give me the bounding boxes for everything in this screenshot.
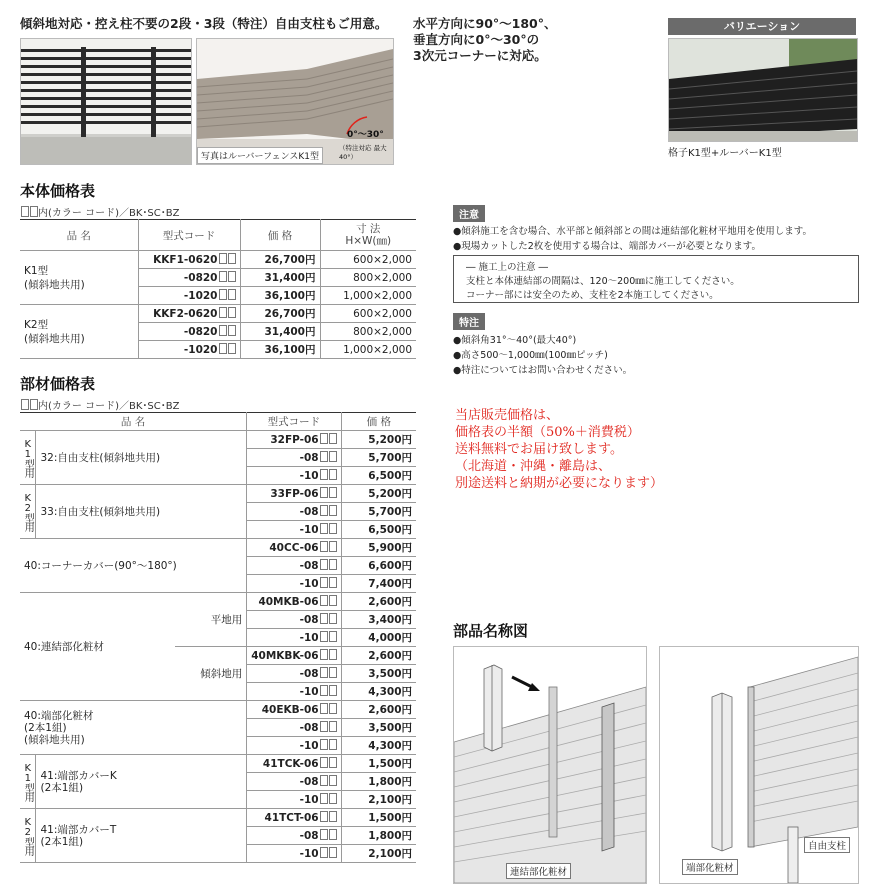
- install-note-line-1: 支柱と本体連結部の間隔は、120〜200㎜に施工してください。: [466, 276, 740, 287]
- group-k2-label: K2型用: [20, 485, 36, 539]
- caution-tag: 注意: [453, 205, 485, 222]
- model-code: -1020: [138, 341, 240, 359]
- model-code: 41TCK-06: [247, 755, 341, 773]
- model-code: -10: [247, 791, 341, 809]
- diagram-end: [659, 646, 859, 884]
- price: 2,600円: [341, 593, 416, 611]
- part-name: [36, 755, 247, 809]
- parts-price-table: [20, 412, 416, 863]
- model-code: -10: [247, 575, 341, 593]
- angle-note: （特注対応 最大40°）: [339, 144, 387, 161]
- price: 31,400円: [240, 323, 320, 341]
- table-row: [20, 431, 416, 449]
- feature-line-3: 3次元コーナーに対応。: [413, 48, 547, 63]
- table-row: [20, 485, 416, 503]
- model-code: -1020: [138, 287, 240, 305]
- price: 3,400円: [341, 611, 416, 629]
- price: 26,700円: [240, 305, 320, 323]
- variation-caption: 格子K1型+ルーバーK1型: [668, 148, 782, 159]
- special-line-3: ●特注についてはお問い合わせください。: [453, 365, 633, 376]
- model-code: -0820: [138, 269, 240, 287]
- product-name-k2: [20, 305, 138, 359]
- product-note: (傾斜地共用): [24, 332, 85, 345]
- color-box-icon: [30, 206, 38, 217]
- main-price-table: [20, 219, 416, 359]
- model-code: -10: [247, 521, 341, 539]
- model-code: -08: [247, 449, 341, 467]
- table-row: [20, 305, 416, 323]
- price: 2,100円: [341, 791, 416, 809]
- model-code: -0820: [138, 323, 240, 341]
- size: 600×2,000: [320, 251, 416, 269]
- model-code: -10: [247, 683, 341, 701]
- model-code: -08: [247, 719, 341, 737]
- header-size: [320, 220, 416, 251]
- price: 5,700円: [341, 503, 416, 521]
- price: 5,700円: [341, 449, 416, 467]
- shop-notice-line-1: 当店販売価格は、: [455, 408, 560, 423]
- variation-photo: [668, 38, 858, 142]
- price: 4,300円: [341, 683, 416, 701]
- size: 1,000×2,000: [320, 287, 416, 305]
- main-table-title: 本体価格表: [20, 182, 96, 200]
- parts-table-title: 部材価格表: [20, 375, 96, 393]
- label-joint-trim: 連結部化粧材: [506, 863, 571, 879]
- price: 1,500円: [341, 755, 416, 773]
- price: 3,500円: [341, 665, 416, 683]
- feature-line-2: 垂直方向に0°〜30°の: [413, 32, 540, 47]
- price: 6,600円: [341, 557, 416, 575]
- special-line-2: ●高さ500〜1,000㎜(100㎜ピッチ): [453, 350, 608, 361]
- price: 26,700円: [240, 251, 320, 269]
- install-note-line-2: コーナー部には安全のため、支柱を2本施工してください。: [466, 290, 719, 301]
- model-code: 33FP-06: [247, 485, 341, 503]
- price: 2,600円: [341, 647, 416, 665]
- table-row: [20, 251, 416, 269]
- table-row: [20, 755, 416, 773]
- part-name-line: (2本1組): [24, 721, 67, 734]
- install-note-box: [453, 255, 859, 303]
- photo-dark-fence: [20, 38, 192, 165]
- header-name: 品 名: [20, 413, 247, 431]
- shop-notice-line-5: 別途送料と納期が必要になります）: [455, 476, 664, 491]
- color-box-icon: [21, 206, 29, 217]
- price: 7,400円: [341, 575, 416, 593]
- variation-image: [669, 39, 857, 141]
- size: 800×2,000: [320, 323, 416, 341]
- part-name-line: (傾斜地共用): [24, 733, 85, 746]
- sub-type-slope: 傾斜地用: [175, 647, 246, 701]
- price: 5,200円: [341, 431, 416, 449]
- model-code: -08: [247, 665, 341, 683]
- model-code: 32FP-06: [247, 431, 341, 449]
- model-code: -10: [247, 629, 341, 647]
- product-name: K2型: [24, 318, 49, 331]
- price: 1,500円: [341, 809, 416, 827]
- table-row: [20, 701, 416, 719]
- model-code: -08: [247, 557, 341, 575]
- price: 1,800円: [341, 827, 416, 845]
- model-code: -10: [247, 737, 341, 755]
- product-name: K1型: [24, 264, 49, 277]
- product-note: (傾斜地共用): [24, 278, 85, 291]
- header-size-unit: H×W(㎜): [345, 235, 392, 247]
- part-name-line: 40:端部化粧材: [24, 709, 94, 722]
- color-box-icon: [21, 399, 29, 410]
- special-order-tag: 特注: [453, 313, 485, 330]
- price: 3,500円: [341, 719, 416, 737]
- price: 36,100円: [240, 287, 320, 305]
- shop-notice-line-4: （北海道・沖縄・離島は、: [455, 459, 612, 474]
- caution-line-1: ●傾斜施工を含む場合、水平部と傾斜部との間は連結部化粧材平地用を使用します。: [453, 226, 813, 237]
- variation-title: バリエーション: [668, 18, 856, 35]
- price: 5,200円: [341, 485, 416, 503]
- table-row: [20, 539, 416, 557]
- model-code: -10: [247, 845, 341, 863]
- product-name-k1: [20, 251, 138, 305]
- model-code: KKF1-0620: [138, 251, 240, 269]
- part-name: 40:コーナーカバー(90°〜180°): [20, 539, 247, 593]
- price: 4,000円: [341, 629, 416, 647]
- diagram-title: 部品名称図: [453, 622, 529, 640]
- group-k1-label: K1型用: [20, 431, 36, 485]
- group-k1-label: K1型用: [20, 755, 36, 809]
- price: 36,100円: [240, 341, 320, 359]
- label-free-post: 自由支柱: [804, 837, 850, 853]
- caution-line-2: ●現場カットした2枚を使用する場合は、端部カバーが必要となります。: [453, 241, 761, 252]
- size: 600×2,000: [320, 305, 416, 323]
- price: 31,400円: [240, 269, 320, 287]
- angle-label: 0°〜30°: [347, 130, 384, 140]
- sub-type-flat: 平地用: [175, 593, 246, 647]
- model-code: -08: [247, 503, 341, 521]
- table-row: [20, 593, 416, 611]
- model-code: -08: [247, 827, 341, 845]
- photo-caption: 写真はルーバーフェンスK1型: [197, 147, 323, 164]
- diagram-joint-image: [454, 647, 646, 883]
- model-code: 40EKB-06: [247, 701, 341, 719]
- part-name-line: 41:端部カバーT: [40, 823, 117, 836]
- model-code: -10: [247, 467, 341, 485]
- model-code: 40MKB-06: [247, 593, 341, 611]
- price: 6,500円: [341, 467, 416, 485]
- photo-louver-fence: [196, 38, 394, 165]
- part-name: 33:自由支柱(傾斜地共用): [36, 485, 247, 539]
- diagram-joint: [453, 646, 647, 884]
- price: 1,800円: [341, 773, 416, 791]
- header-code: 型式コード: [138, 220, 240, 251]
- parts-table-header: [20, 413, 416, 431]
- part-name-line: (2本1組): [40, 835, 84, 848]
- model-code: 41TCT-06: [247, 809, 341, 827]
- part-name: [36, 809, 247, 863]
- model-code: 40CC-06: [247, 539, 341, 557]
- header-name: 品 名: [20, 220, 138, 251]
- main-color-note: 内(カラー コード)／BK･SC･BZ: [20, 204, 179, 219]
- table-row: [20, 809, 416, 827]
- parts-color-note: 内(カラー コード)／BK･SC･BZ: [20, 397, 179, 412]
- model-code: -08: [247, 773, 341, 791]
- group-k2-label: K2型用: [20, 809, 36, 863]
- shop-notice-line-2: 価格表の半額（50%＋消費税）: [455, 425, 640, 440]
- model-code: -08: [247, 611, 341, 629]
- install-note-title: ― 施工上の注意 ―: [466, 262, 549, 273]
- price: 2,600円: [341, 701, 416, 719]
- part-name-line: (2本1組): [40, 781, 84, 794]
- model-code: KKF2-0620: [138, 305, 240, 323]
- header-price: 価 格: [240, 220, 320, 251]
- feature-line-1: 水平方向に90°〜180°、: [413, 16, 557, 31]
- part-name: 32:自由支柱(傾斜地共用): [36, 431, 247, 485]
- special-line-1: ●傾斜角31°〜40°(最大40°): [453, 335, 577, 346]
- part-name-line: 41:端部カバーK: [40, 769, 117, 782]
- header-code: 型式コード: [247, 413, 341, 431]
- price: 5,900円: [341, 539, 416, 557]
- color-box-icon: [30, 399, 38, 410]
- size: 800×2,000: [320, 269, 416, 287]
- main-table-header: [20, 220, 416, 251]
- photo-dark-fence-image: [21, 39, 191, 164]
- shop-notice-line-3: 送料無料でお届け致します。: [455, 442, 623, 457]
- label-end-trim: 端部化粧材: [682, 859, 738, 875]
- price: 6,500円: [341, 521, 416, 539]
- header-price: 価 格: [341, 413, 416, 431]
- model-code: 40MKBK-06: [247, 647, 341, 665]
- part-name: 40:連結部化粧材: [20, 593, 175, 701]
- size: 1,000×2,000: [320, 341, 416, 359]
- part-name: [20, 701, 247, 755]
- header-size-label: 寸 法: [356, 223, 381, 235]
- price: 4,300円: [341, 737, 416, 755]
- price: 2,100円: [341, 845, 416, 863]
- intro-headline: 傾斜地対応・控え柱不要の2段・3段（特注）自由支柱もご用意。: [20, 16, 388, 31]
